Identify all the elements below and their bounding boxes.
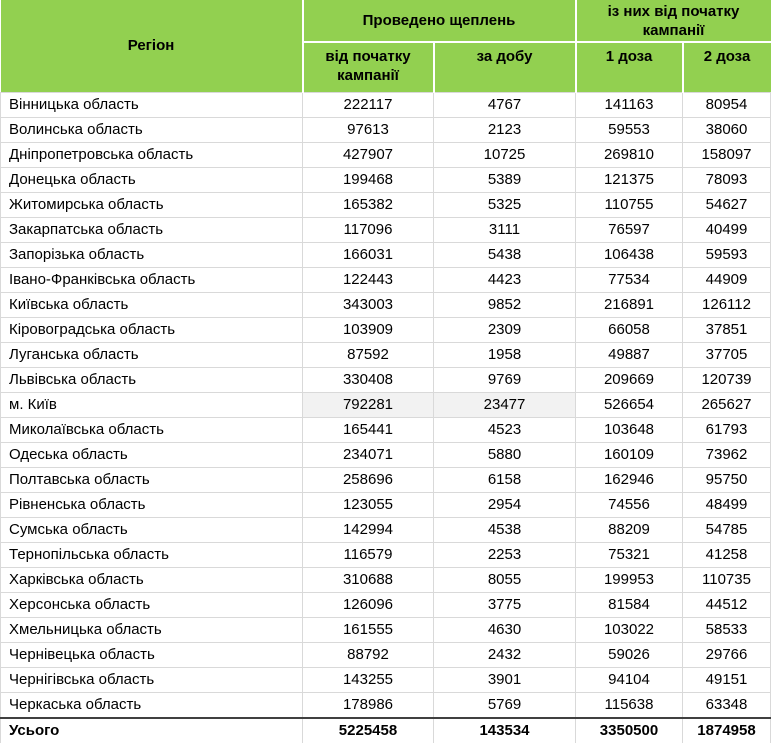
region-cell: Полтавська область [1,467,303,492]
table-footer [1,718,771,743]
value-cell: 4630 [434,617,576,642]
value-cell: 178986 [303,692,434,718]
value-cell: 110755 [576,192,683,217]
region-cell: Кіровоградська область [1,317,303,342]
value-cell: 126096 [303,592,434,617]
table-row [1,117,771,142]
value-cell: 427907 [303,142,434,167]
value-cell: 44512 [683,592,771,617]
value-cell: 59553 [576,117,683,142]
value-cell: 121375 [576,167,683,192]
table-row [1,167,771,192]
value-cell: 116579 [303,542,434,567]
value-cell: 165382 [303,192,434,217]
value-cell: 6158 [434,467,576,492]
value-cell: 59593 [683,242,771,267]
region-cell: Одеська область [1,442,303,467]
column-group-vaccinations-performed: Проведено щеплень [303,0,576,42]
value-cell: 95750 [683,467,771,492]
region-cell: Черкаська область [1,692,303,718]
value-cell: 63348 [683,692,771,718]
value-cell: 526654 [576,392,683,417]
table-row [1,392,771,417]
region-cell: Івано-Франківська область [1,267,303,292]
table-row [1,617,771,642]
table-row [1,192,771,217]
table-row [1,92,771,117]
value-cell: 3111 [434,217,576,242]
value-cell: 54785 [683,517,771,542]
table-row [1,492,771,517]
value-cell: 158097 [683,142,771,167]
region-cell: Чернівецька область [1,642,303,667]
value-cell: 59026 [576,642,683,667]
value-cell: 80954 [683,92,771,117]
value-cell: 792281 [303,392,434,417]
value-cell: 88209 [576,517,683,542]
value-cell: 216891 [576,292,683,317]
value-cell: 49151 [683,667,771,692]
value-cell: 4538 [434,517,576,542]
region-cell: Миколаївська область [1,417,303,442]
value-cell: 103909 [303,317,434,342]
table-row [1,592,771,617]
region-cell: Запорізька область [1,242,303,267]
value-cell: 54627 [683,192,771,217]
table-row [1,642,771,667]
value-cell: 38060 [683,117,771,142]
value-cell: 115638 [576,692,683,718]
value-cell: 103022 [576,617,683,642]
value-cell: 48499 [683,492,771,517]
value-cell: 9769 [434,367,576,392]
table-row [1,442,771,467]
value-cell: 199468 [303,167,434,192]
table-body [1,92,771,718]
value-cell: 29766 [683,642,771,667]
total-value-per-day: 143534 [434,718,576,743]
value-cell: 2253 [434,542,576,567]
value-cell: 258696 [303,467,434,492]
table-header [1,0,771,92]
value-cell: 37705 [683,342,771,367]
value-cell: 23477 [434,392,576,417]
value-cell: 120739 [683,367,771,392]
value-cell: 117096 [303,217,434,242]
value-cell: 44909 [683,267,771,292]
value-cell: 66058 [576,317,683,342]
total-value-dose-2: 1874958 [683,718,771,743]
value-cell: 3775 [434,592,576,617]
column-header-since-campaign-start: від початку кампанії [303,42,434,92]
value-cell: 222117 [303,92,434,117]
value-cell: 142994 [303,517,434,542]
value-cell: 310688 [303,567,434,592]
value-cell: 162946 [576,467,683,492]
value-cell: 3901 [434,667,576,692]
region-cell: Дніпропетровська область [1,142,303,167]
value-cell: 330408 [303,367,434,392]
table-row [1,142,771,167]
value-cell: 73962 [683,442,771,467]
region-cell: м. Київ [1,392,303,417]
value-cell: 76597 [576,217,683,242]
region-cell: Вінницька область [1,92,303,117]
region-cell: Харківська область [1,567,303,592]
column-group-of-them-since-campaign-start: із них від початку кампанії [576,0,771,42]
value-cell: 141163 [576,92,683,117]
column-header-dose-1: 1 доза [576,42,683,92]
value-cell: 199953 [576,567,683,592]
region-cell: Тернопільська область [1,542,303,567]
table-row [1,342,771,367]
value-cell: 2123 [434,117,576,142]
value-cell: 78093 [683,167,771,192]
value-cell: 88792 [303,642,434,667]
region-cell: Хмельницька область [1,617,303,642]
value-cell: 5389 [434,167,576,192]
table-row [1,242,771,267]
column-header-region: Регіон [1,0,303,92]
value-cell: 5769 [434,692,576,718]
value-cell: 4523 [434,417,576,442]
value-cell: 40499 [683,217,771,242]
region-cell: Київська область [1,292,303,317]
value-cell: 103648 [576,417,683,442]
total-label: Усього [1,718,303,743]
value-cell: 343003 [303,292,434,317]
value-cell: 234071 [303,442,434,467]
column-header-per-day: за добу [434,42,576,92]
table-row [1,367,771,392]
value-cell: 8055 [434,567,576,592]
total-value-since-campaign-start: 5225458 [303,718,434,743]
value-cell: 37851 [683,317,771,342]
value-cell: 5325 [434,192,576,217]
value-cell: 87592 [303,342,434,367]
value-cell: 49887 [576,342,683,367]
value-cell: 77534 [576,267,683,292]
value-cell: 74556 [576,492,683,517]
value-cell: 265627 [683,392,771,417]
table-row [1,517,771,542]
value-cell: 269810 [576,142,683,167]
value-cell: 106438 [576,242,683,267]
region-cell: Львівська область [1,367,303,392]
table-row [1,667,771,692]
region-cell: Луганська область [1,342,303,367]
region-cell: Закарпатська область [1,217,303,242]
value-cell: 75321 [576,542,683,567]
table-row [1,467,771,492]
value-cell: 2954 [434,492,576,517]
table-row [1,267,771,292]
total-row [1,718,771,743]
table-row [1,292,771,317]
value-cell: 161555 [303,617,434,642]
value-cell: 9852 [434,292,576,317]
region-cell: Волинська область [1,117,303,142]
value-cell: 41258 [683,542,771,567]
value-cell: 126112 [683,292,771,317]
value-cell: 209669 [576,367,683,392]
value-cell: 4767 [434,92,576,117]
value-cell: 2432 [434,642,576,667]
region-cell: Чернігівська область [1,667,303,692]
value-cell: 58533 [683,617,771,642]
column-header-dose-2: 2 доза [683,42,771,92]
region-cell: Донецька область [1,167,303,192]
value-cell: 2309 [434,317,576,342]
region-cell: Сумська область [1,517,303,542]
table-row [1,217,771,242]
value-cell: 110735 [683,567,771,592]
table-row [1,417,771,442]
value-cell: 4423 [434,267,576,292]
value-cell: 166031 [303,242,434,267]
region-cell: Херсонська область [1,592,303,617]
table-row [1,692,771,718]
table-row [1,317,771,342]
value-cell: 10725 [434,142,576,167]
value-cell: 94104 [576,667,683,692]
value-cell: 143255 [303,667,434,692]
header-row-groups [1,0,771,42]
value-cell: 165441 [303,417,434,442]
total-value-dose-1: 3350500 [576,718,683,743]
value-cell: 81584 [576,592,683,617]
value-cell: 160109 [576,442,683,467]
value-cell: 123055 [303,492,434,517]
value-cell: 61793 [683,417,771,442]
region-cell: Житомирська область [1,192,303,217]
table-row [1,542,771,567]
value-cell: 97613 [303,117,434,142]
region-cell: Рівненська область [1,492,303,517]
value-cell: 5880 [434,442,576,467]
value-cell: 122443 [303,267,434,292]
value-cell: 1958 [434,342,576,367]
value-cell: 5438 [434,242,576,267]
table-row [1,567,771,592]
